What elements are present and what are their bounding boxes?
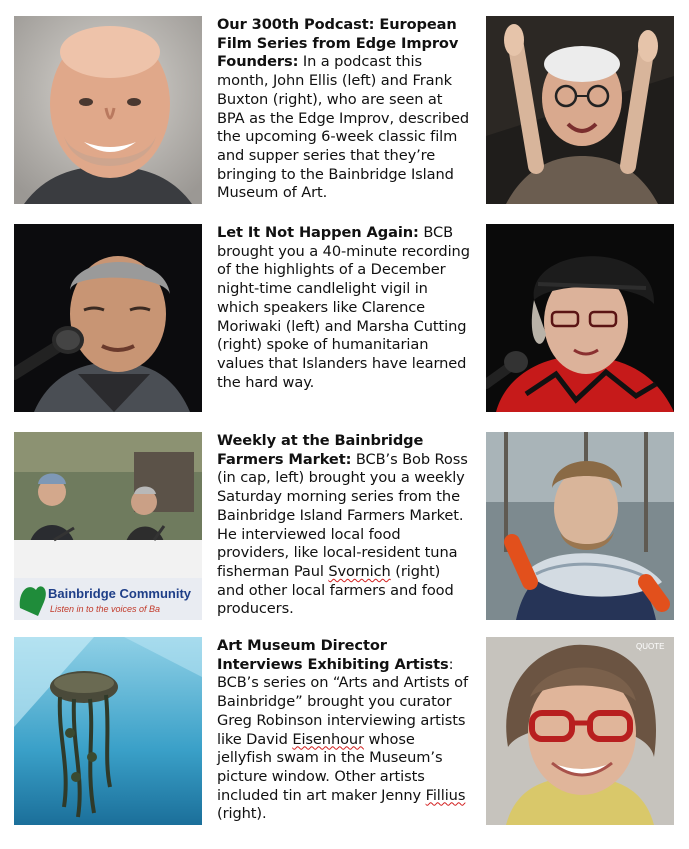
woman-in-knit-cap-image (486, 224, 674, 412)
story-3-flagged-word: Svornich (328, 562, 391, 580)
story-2-headline: Let It Not Happen Again: (217, 224, 419, 241)
man-speaking-into-microphone-image (14, 224, 202, 412)
bald-smiling-man-image (14, 16, 202, 204)
story-4-flagged-word-2: Fillius (425, 786, 466, 804)
story-2-right-photo (486, 224, 674, 412)
story-2-body: BCB brought you a 40-minute recording of the highlights of a December night-time candlelight vigil in which speakers like Clarence Moriwaki (left) and Marsha Cutting (right) spoke of humanitarian values that Islanders have learned the hard way. (217, 224, 470, 391)
story-4-body-after: (right). (217, 805, 267, 823)
story-2-text (217, 224, 471, 392)
story-4-text (217, 637, 471, 824)
booth-banner-subtitle: Listen in to the voices of Ba (50, 604, 161, 614)
story-3-text (217, 432, 471, 619)
story-1-body: In a podcast this month, John Ellis (left) and Frank Buxton (right), who are seen at BPA as the Edge Improv, described the upcoming 6-week classic film and supper series that they’re bringing to the Bainbridge Island Museum of Art. (217, 53, 470, 202)
story-4-flagged-word-1: Eisenhour (292, 730, 364, 748)
story-4-left-photo (14, 637, 202, 825)
story-4-headline-tail: : (448, 655, 454, 673)
farmers-market-booth-image (14, 432, 202, 620)
story-1-left-photo (14, 16, 202, 204)
jellyfish-sculpture-image (14, 637, 202, 825)
story-3-headline: Weekly at the Bainbridge Farmers Market: (217, 432, 424, 468)
story-3-body-after: (right) and other local farmers and food producers. (217, 562, 454, 618)
story-4-headline: Art Museum Director Interviews Exhibiting Artists (217, 637, 449, 673)
booth-banner-title: Bainbridge Community (48, 586, 192, 601)
story-1-right-photo (486, 16, 674, 204)
story-1-headline: Our 300th Podcast: European Film Series from Edge Improv Founders: (217, 16, 459, 71)
story-1-text (217, 16, 471, 203)
woman-with-red-glasses-image (486, 637, 674, 825)
story-3-left-photo (14, 432, 202, 620)
watermark-text: QUOTE (636, 642, 665, 651)
story-3-body-before: BCB’s Bob Ross (in cap, left) brought you a weekly Saturday morning series from the Bainbridge Island Farmers Market. He interviewed local food providers, like local-resident tuna fisherman Paul (217, 450, 468, 580)
man-gesturing-image (486, 16, 674, 204)
fisherman-with-tuna-image (486, 432, 674, 620)
story-3-right-photo (486, 432, 674, 620)
story-4-right-photo (486, 637, 674, 825)
story-2-left-photo (14, 224, 202, 412)
story-4-body-middle: whose jellyfish swam in the Museum’s picture window. Other artists included tin art maker Jenny (217, 730, 443, 804)
story-4-body-before: BCB’s series on “Arts and Artists of Bainbridge” brought you curator Greg Robinson interviewing artists like David (217, 674, 469, 748)
